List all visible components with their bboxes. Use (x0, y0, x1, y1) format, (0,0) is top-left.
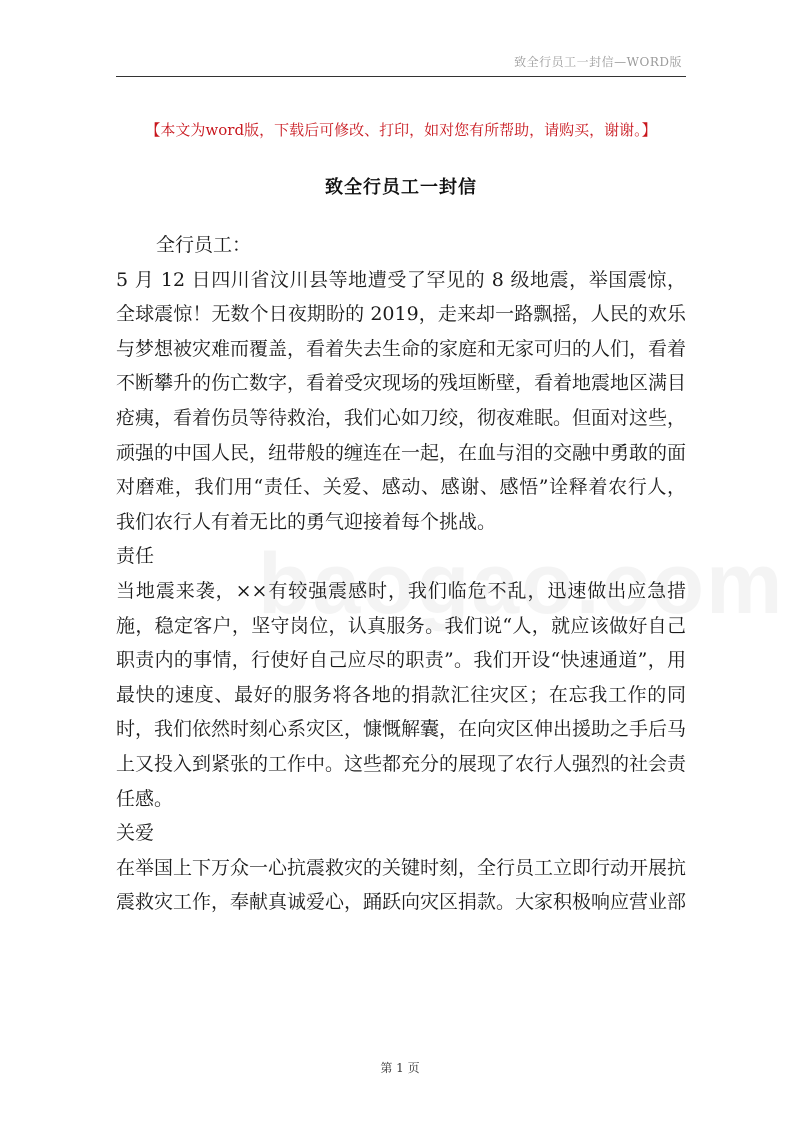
document-body (116, 228, 686, 920)
paragraph-responsibility: 当地震来袭，××有较强震感时，我们临危不乱，迅速做出应急措施，稳定客户，坚守岗位，认真服务。我们说“人，就应该做好自己职责内的事情，行使好自己应尽的职责”。我们开设“快速通道”，用最快的速度、最好的服务将各地的捐款汇往灾区；在忘我工作的同时，我们依然时刻心系灾区，慷慨解囊，在向灾区伸出援助之手后马上又投入到紧张的工作中。这些都充分的展现了农行人强烈的社会责任感。 (116, 579, 687, 810)
salutation: 全行员工： (156, 234, 252, 256)
paragraph-care: 在举国上下万众一心抗震救灾的关键时刻，全行员工立即行动开展抗震救灾工作，奉献真诚爱心，踊跃向灾区捐款。大家积极响应营业部 (116, 856, 687, 914)
paragraph-intro: 5 月 12 日四川省汶川县等地遭受了罕见的 8 级地震，举国震惊，全球震惊！无数个日夜期盼的 2019，走来却一路飘摇，人民的欢乐与梦想被灾难而覆盖，看着失去生命的家庭和无家可归的人们，看着不断攀升的伤亡数字，看着受灾现场的残垣断壁，看着地震地区满目疮痍，看着伤员等待救治，我们心如刀绞，彻夜难眠。但面对这些，顽强的中国人民，纽带般的缠连在一起，在血与泪的交融中勇敢的面对磨难，我们用“责任、关爱、感动、感谢、感悟”诠释着农行人，我们农行人有着无比的勇气迎接着每个挑战。 (116, 268, 687, 533)
page-number: 第 1 页 (380, 1061, 420, 1075)
section-heading-responsibility: 责任 (116, 545, 155, 568)
document-title: 致全行员工一封信 (325, 177, 477, 198)
download-notice: 【本文为word版，下载后可修改、打印，如对您有所帮助，请购买，谢谢。】 (145, 121, 657, 139)
header-divider (116, 76, 686, 77)
running-header: 致全行员工一封信—WORD版 (514, 55, 682, 69)
section-heading-care: 关爱 (116, 822, 155, 845)
